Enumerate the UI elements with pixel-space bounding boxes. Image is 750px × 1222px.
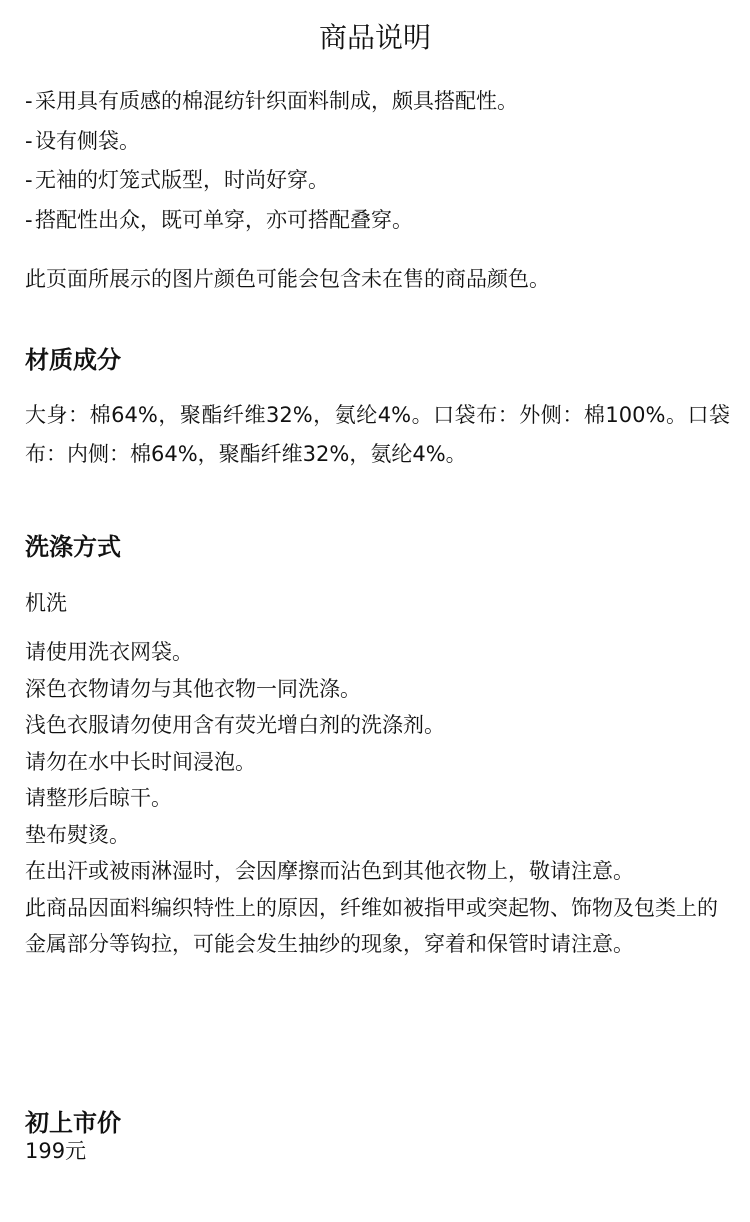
page-title: 商品说明 <box>318 21 431 54</box>
bullet-dash: - <box>25 89 33 113</box>
feature-list <box>25 82 725 240</box>
bullet-dash: - <box>25 168 33 192</box>
care-instruction: 请使用洗衣网袋。 <box>25 640 193 664</box>
care-instruction: 深色衣物请勿与其他衣物一同洗涤。 <box>25 676 361 701</box>
bullet-dash: - <box>25 128 33 153</box>
material-heading: 材质成分 <box>25 346 121 374</box>
color-note: 此页面所展示的图片颜色可能会包含未在售的商品颜色。 <box>25 267 550 291</box>
care-instruction: 请整形后晾干。 <box>25 786 172 810</box>
price-heading: 初上市价 <box>25 1109 121 1137</box>
care-instruction: 在出汗或被雨淋湿时，会因摩擦而沾色到其他衣物上，敬请注意。 <box>25 859 634 883</box>
wash-heading: 洗涤方式 <box>25 533 121 561</box>
feature-text: 无袖的灯笼式版型，时尚好穿。 <box>35 168 329 192</box>
feature-item <box>25 82 725 122</box>
feature-text: 采用具有质感的棉混纺针织面料制成，颇具搭配性。 <box>35 89 518 113</box>
feature-item <box>25 122 725 162</box>
feature-item <box>25 201 725 241</box>
feature-text: 设有侧袋。 <box>35 128 140 153</box>
wash-method: 机洗 <box>25 591 67 615</box>
care-instructions-list <box>25 634 730 963</box>
feature-item <box>25 161 725 201</box>
care-instruction: 此商品因面料编织特性上的原因，纤维如被指甲或突起物、饰物及包类上的金属部分等钩拉，可能会发生抽纱的现象，穿着和保管时请注意。 <box>25 895 718 956</box>
care-instruction: 浅色衣服请勿使用含有荧光增白剂的洗涤剂。 <box>25 713 445 737</box>
material-composition: 大身：棉64%，聚酯纤维32%，氨纶4%。口袋布：外侧：棉100%。口袋布：内侧：棉64%，聚酯纤维32%，氨纶4%。 <box>25 403 730 466</box>
care-instruction: 垫布熨烫。 <box>25 822 130 847</box>
feature-text: 搭配性出众，既可单穿，亦可搭配叠穿。 <box>35 207 413 232</box>
launch-price: 199元 <box>25 1139 87 1163</box>
care-instruction: 请勿在水中长时间浸泡。 <box>25 749 256 774</box>
bullet-dash: - <box>25 207 33 232</box>
